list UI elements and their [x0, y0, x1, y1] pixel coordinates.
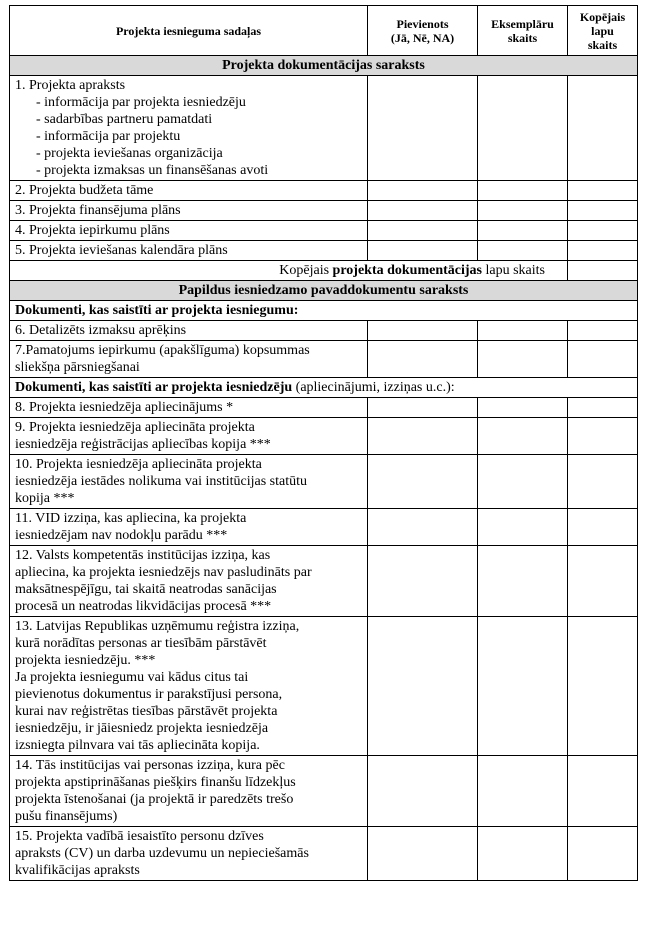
- row-description: [10, 546, 368, 617]
- row-line: kurā norādītas personas ar tiesībām pārstāvēt: [15, 636, 267, 651]
- row-line: 7.Pamatojums iepirkumu (apakšlīguma) kopsummas: [15, 343, 310, 358]
- row-description: [10, 455, 368, 509]
- header-section-column: Projekta iesnieguma sadaļas: [10, 6, 368, 56]
- pages-cell[interactable]: [568, 201, 638, 221]
- row-line: pušu finansējums): [15, 809, 118, 824]
- row-description: 8. Projekta iesniedzēja apliecinājums *: [10, 398, 368, 418]
- row-line: iesniedzēja reģistrācijas apliecības kopija ***: [15, 437, 271, 452]
- header-pages-column: [568, 6, 638, 56]
- pages-cell[interactable]: [568, 398, 638, 418]
- table-row: [10, 76, 638, 181]
- pages-cell[interactable]: [568, 241, 638, 261]
- pages-cell[interactable]: [568, 76, 638, 181]
- table-row: [10, 418, 638, 455]
- pages-cell[interactable]: [568, 756, 638, 827]
- row-description: [10, 756, 368, 827]
- copies-cell[interactable]: [478, 181, 568, 201]
- row-description: [10, 76, 368, 181]
- attached-cell[interactable]: [368, 398, 478, 418]
- row-description: [10, 827, 368, 881]
- attached-cell[interactable]: [368, 181, 478, 201]
- table-row: [10, 321, 638, 341]
- table-row: [10, 398, 638, 418]
- subsection-title-normal: (apliecinājumi, izziņas u.c.):: [292, 380, 455, 395]
- copies-cell[interactable]: [478, 241, 568, 261]
- section-header-row: [10, 281, 638, 301]
- section-title: Papildus iesniedzamo pavaddokumentu saraksts: [10, 281, 638, 301]
- copies-cell[interactable]: [478, 546, 568, 617]
- table-row: [10, 546, 638, 617]
- row-line: projekta īstenošanai (ja projektā ir paredzēts trešo: [15, 792, 294, 807]
- pages-cell[interactable]: [568, 221, 638, 241]
- table-row: [10, 241, 638, 261]
- copies-cell[interactable]: [478, 76, 568, 181]
- attached-cell[interactable]: [368, 546, 478, 617]
- row-line: apliecina, ka projekta iesniedzējs nav pasludināts par: [15, 565, 312, 580]
- row-line: izsniegta pilnvara vai tās apliecināta kopija.: [15, 738, 260, 753]
- copies-cell[interactable]: [478, 827, 568, 881]
- total-label-bold: projekta dokumentācijas: [332, 263, 482, 278]
- attached-cell[interactable]: [368, 76, 478, 181]
- bullet-item: - projekta izmaksas un finansēšanas avoti: [36, 163, 269, 178]
- header-row: [10, 6, 638, 56]
- copies-cell[interactable]: [478, 221, 568, 241]
- total-row: [10, 261, 638, 281]
- subsection-row: [10, 301, 638, 321]
- row-description: 3. Projekta finansējuma plāns: [10, 201, 368, 221]
- row-line: 12. Valsts kompetentās institūcijas izziņa, kas: [15, 548, 271, 563]
- bullet-item: - sadarbības partneru pamatdati: [36, 112, 213, 127]
- table-row: [10, 221, 638, 241]
- total-label: [10, 261, 568, 281]
- row-line: 15. Projekta vadībā iesaistīto personu dzīves: [15, 829, 264, 844]
- bullet-item: - informācija par projekta iesniedzēju: [36, 95, 246, 110]
- table-row: [10, 509, 638, 546]
- header-pages-line1: Kopējais: [579, 9, 626, 24]
- pages-cell[interactable]: [568, 827, 638, 881]
- attached-cell[interactable]: [368, 321, 478, 341]
- pages-cell[interactable]: [568, 418, 638, 455]
- attached-cell[interactable]: [368, 341, 478, 378]
- row-line: iesniedzēja iestādes nolikuma vai institūcijas statūtu: [15, 474, 307, 489]
- attached-cell[interactable]: [368, 241, 478, 261]
- header-attached-options: (Jā, Nē, NA): [390, 30, 455, 45]
- attached-cell[interactable]: [368, 509, 478, 546]
- bullet-item: - informācija par projektu: [36, 129, 181, 144]
- row-line: sliekšņa pārsniegšanai: [15, 360, 140, 375]
- header-attached-column: [368, 6, 478, 56]
- row-description: [10, 617, 368, 756]
- row-line: kopija ***: [15, 491, 75, 506]
- copies-cell[interactable]: [478, 201, 568, 221]
- row-description: [10, 509, 368, 546]
- attached-cell[interactable]: [368, 756, 478, 827]
- table-row: [10, 181, 638, 201]
- row-line: kurai nav reģistrētas tiesības pārstāvēt projekta: [15, 704, 278, 719]
- row-line: 13. Latvijas Republikas uzņēmumu reģistra izziņa,: [15, 619, 300, 634]
- attached-cell[interactable]: [368, 455, 478, 509]
- table-row: [10, 201, 638, 221]
- row-line: 14. Tās institūcijas vai personas izziņa, kura pēc: [15, 758, 285, 773]
- pages-cell[interactable]: [568, 341, 638, 378]
- row-line: 10. Projekta iesniedzēja apliecināta projekta: [15, 457, 262, 472]
- copies-cell[interactable]: [478, 418, 568, 455]
- subsection-title-bold: Dokumenti, kas saistīti ar projekta iesniedzēju: [15, 380, 293, 395]
- table-row: [10, 756, 638, 827]
- attached-cell[interactable]: [368, 201, 478, 221]
- header-copies-line2: skaits: [507, 30, 538, 45]
- pages-cell[interactable]: [568, 509, 638, 546]
- total-label-pre: Kopējais: [279, 263, 333, 278]
- pages-cell[interactable]: [568, 455, 638, 509]
- row-line: iesniedzējam nav nodokļu parādu ***: [15, 528, 228, 543]
- copies-cell[interactable]: [478, 509, 568, 546]
- subsection-title: [10, 378, 638, 398]
- row-line: maksātnespējīgu, tai skaitā neatrodas sanācijas: [15, 582, 277, 597]
- row-line: kvalifikācijas apraksts: [15, 863, 140, 878]
- copies-cell[interactable]: [478, 617, 568, 756]
- attached-cell[interactable]: [368, 418, 478, 455]
- attached-cell[interactable]: [368, 827, 478, 881]
- copies-cell[interactable]: [478, 756, 568, 827]
- copies-cell[interactable]: [478, 398, 568, 418]
- table-row: [10, 827, 638, 881]
- row-description: [10, 341, 368, 378]
- header-copies-column: [478, 6, 568, 56]
- pages-cell[interactable]: [568, 321, 638, 341]
- row-description: 5. Projekta ieviešanas kalendāra plāns: [10, 241, 368, 261]
- row-line: projekta iesniedzēju. ***: [15, 653, 156, 668]
- table-row: [10, 617, 638, 756]
- header-pages-line2: lapu: [591, 23, 614, 38]
- copies-cell[interactable]: [478, 341, 568, 378]
- header-pages-line3: skaits: [587, 37, 618, 52]
- attached-cell[interactable]: [368, 617, 478, 756]
- section-header-row: [10, 56, 638, 76]
- total-label-post: lapu skaits: [482, 263, 545, 278]
- documents-checklist-table: [9, 5, 638, 881]
- copies-cell[interactable]: [478, 321, 568, 341]
- row-line: 9. Projekta iesniedzēja apliecināta projekta: [15, 420, 255, 435]
- row-description: [10, 418, 368, 455]
- bullet-item: - projekta ieviešanas organizācija: [36, 146, 223, 161]
- table-row: [10, 455, 638, 509]
- row-description: 2. Projekta budžeta tāme: [10, 181, 368, 201]
- row-line: iesniedzēju, ir jāiesniedz projekta iesniedzēja: [15, 721, 269, 736]
- pages-cell[interactable]: [568, 617, 638, 756]
- table-row: [10, 341, 638, 378]
- subsection-title: Dokumenti, kas saistīti ar projekta iesniegumu:: [10, 301, 638, 321]
- row-line: projekta apstiprināšanas piešķirs finanšu līdzekļus: [15, 775, 296, 790]
- row-line: 11. VID izziņa, kas apliecina, ka projekta: [15, 511, 247, 526]
- row-line: apraksts (CV) un darba uzdevumu un nepieciešamās: [15, 846, 309, 861]
- subsection-row: [10, 378, 638, 398]
- copies-cell[interactable]: [478, 455, 568, 509]
- pages-cell[interactable]: [568, 546, 638, 617]
- pages-cell[interactable]: [568, 181, 638, 201]
- row-description: 6. Detalizēts izmaksu aprēķins: [10, 321, 368, 341]
- header-copies-line1: Eksemplāru: [491, 16, 554, 31]
- item-title: 1. Projekta apraksts: [15, 78, 126, 93]
- total-pages-cell[interactable]: [568, 261, 638, 281]
- row-line: procesā un neatrodas likvidācijas procesā ***: [15, 599, 272, 614]
- row-line: Ja projekta iesniegumu vai kādus citus tai: [15, 670, 249, 685]
- section-title: Projekta dokumentācijas saraksts: [10, 56, 638, 76]
- document-page: [9, 5, 637, 881]
- attached-cell[interactable]: [368, 221, 478, 241]
- row-line: pievienotus dokumentus ir parakstījusi persona,: [15, 687, 283, 702]
- header-attached-label: Pievienots: [396, 16, 449, 31]
- row-description: 4. Projekta iepirkumu plāns: [10, 221, 368, 241]
